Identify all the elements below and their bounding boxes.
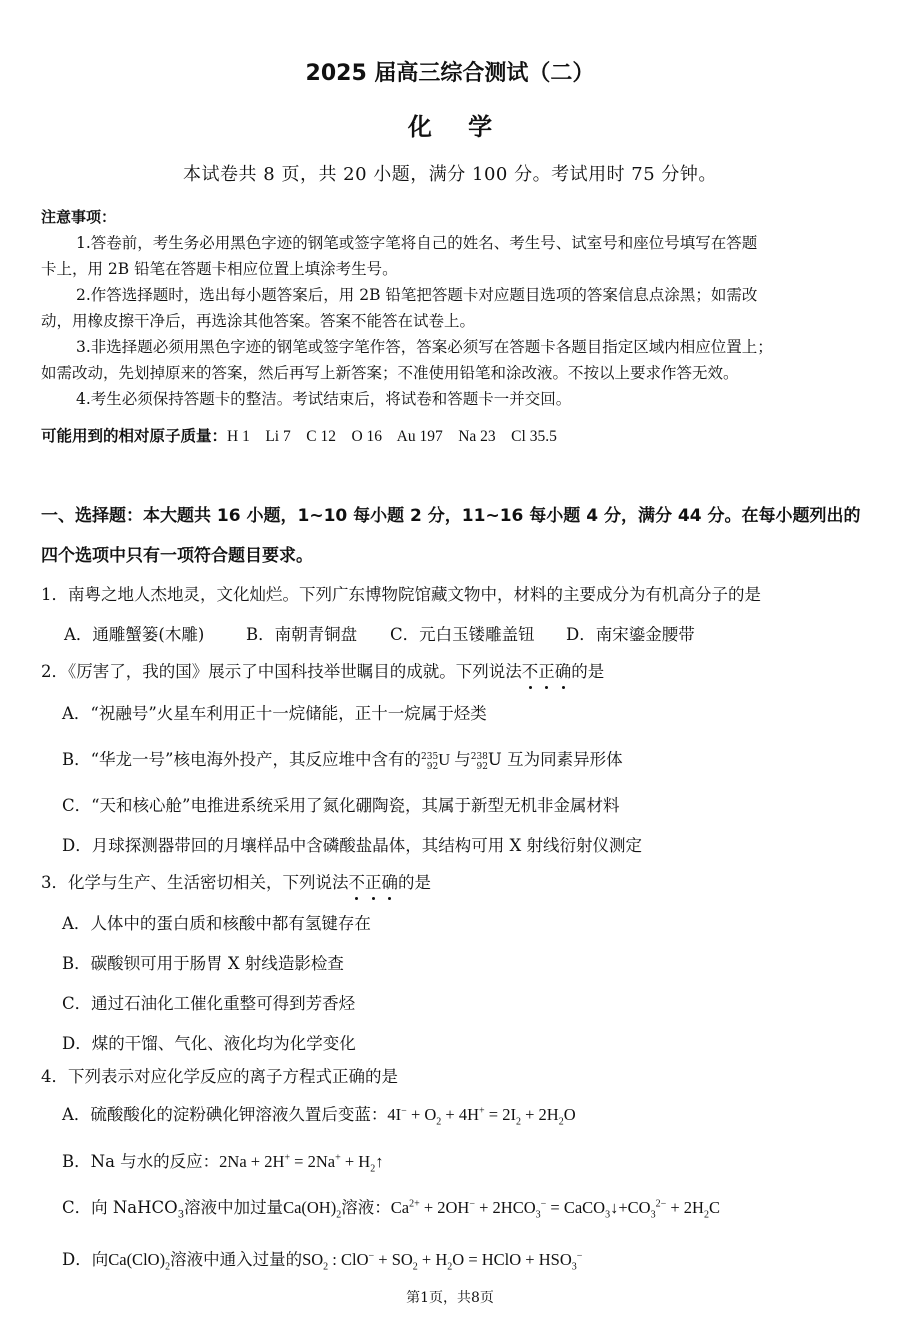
question-1-stem: 1．南粤之地人杰地灵，文化灿烂。下列广东博物院馆藏文物中，材料的主要成分为有机高分子的是 [41,585,761,604]
question-3-option-d: D．煤的干馏、气化、液化均为化学变化 [62,1034,356,1053]
question-1-option-c: C．元白玉镂雕盖钮 [390,625,535,644]
option-c-text-end: 溶液： [341,1198,391,1217]
equation-c: $Ca^{2+} + 2OH^- + 2HCO_3^-$ = $CaCO_3↓+CO_3^{2-} + 2H_2C$ [390,1198,720,1221]
notice-line-5: 3.非选择题必须用黑色字迹的钢笔或签字笔作答，答案必须写在答题卡各题目指定区域内相应位置上； [76,338,773,356]
question-2-stem-end: 的是 [571,662,605,681]
option-a-text: A．硫酸酸化的淀粉碘化钾溶液久置后变蓝： [62,1105,388,1124]
question-4-stem: 4．下列表示对应化学反应的离子方程式正确的是 [41,1067,398,1086]
option-c-text: C．向 NaHCO [62,1198,178,1217]
emphasis-char: 正 [538,658,555,682]
question-2-option-a: A．“祝融号”火星车利用正十一烷储能，正十一烷属于烃类 [62,704,487,723]
section-1-line-2: 四个选项中只有一项符合题目要求。 [41,546,313,566]
reagent-caclo2: $Ca(ClO)_2$ [108,1250,171,1273]
option-b-text: B．Na 与水的反应： [62,1152,220,1171]
question-2-stem-text: 2．《厉害了，我的国》展示了中国科技举世瞩目的成就。下列说法 [41,662,522,681]
section-1-line-1: 一、选择题：本大题共 16 小题，1~10 每小题 2 分，11~16 每小题 4 分，满分 44 分。在每小题列出的 [41,506,861,526]
equation-d: $SO_2$ : $ClO^- + SO_2 + H_2O$ = HClO + $HSO_3^-$ [302,1250,583,1273]
question-1-option-d: D．南宋鎏金腰带 [566,625,695,644]
question-3-option-a: A．人体中的蛋白质和核酸中都有氢键存在 [62,914,371,933]
notice-line-1: 1.答卷前，考生务必用黑色字迹的钢笔或签字笔将自己的姓名、考生号、试室号和座位号填写在答题 [76,234,758,252]
question-3-option-c: C．通过石油化工催化重整可得到芳香烃 [62,994,356,1013]
question-1-option-a: A．通雕蟹篓(木雕) [64,625,205,644]
notice-line-7: 4.考生必须保持答题卡的整洁。考试结束后，将试卷和答题卡一并交回。 [76,390,572,408]
question-1-option-b: B．南朝青铜盘 [246,625,358,644]
emphasis-char: 确 [382,869,399,893]
option-b-text: B．“华龙一号”核电海外投产，其反应堆中含有的 [62,750,421,769]
notice-heading: 注意事项： [41,208,117,226]
emphasis-char: 不 [522,658,539,682]
question-4-option-a [62,1101,576,1127]
option-d-text-mid: 溶液中通入过量的 [170,1250,303,1269]
mass-number: 238 [470,752,488,762]
emphasis-char: 不 [349,869,366,893]
question-2-option-c: C．“天和核心舱”电推进系统采用了氮化硼陶瓷，其属于新型无机非金属材料 [62,796,620,815]
subject-title: 化 学 [407,113,507,141]
notice-line-3: 2.作答选择题时，选出每小题答案后，用 2B 铅笔把答题卡对应题目选项的答案信息点涂黑；如需改 [76,286,758,304]
question-3-stem-end: 的是 [398,873,431,892]
notice-line-6: 如需改动，先划掉原来的答案，然后再写上新答案；不准使用铅笔和涂改液。不按以上要求作答无效。 [41,364,739,382]
notice-line-4: 动，用橡皮擦干净后，再选涂其他答案。答案不能答在试卷上。 [41,312,476,330]
exam-info: 本试卷共 8 页，共 20 小题，满分 100 分。考试用时 75 分钟。 [183,164,717,185]
page-footer: 第1页，共8页 [406,1290,494,1306]
atomic-number: 92 [426,762,439,772]
option-b-tail: U 互为同素异形体 [487,750,623,769]
emphasis-char: 正 [365,869,382,893]
emphasis-char: 确 [555,658,572,682]
atomic-mass-label: 可能用到的相对原子质量： [41,427,228,445]
question-2-option-d: D．月球探测器带回的月壤样品中含磷酸盐晶体，其结构可用 X 射线衍射仪测定 [62,836,642,855]
question-4-option-d [62,1246,582,1272]
atomic-mass-values: H 1 Li 7 C 12 O 16 Au 197 Na 23 Cl 35.5 [227,428,557,445]
question-3-stem [41,869,431,893]
notice-line-2: 卡上，用 2B 铅笔在答题卡相应位置上填涂考生号。 [41,260,398,278]
question-2-option-b [62,746,623,772]
option-d-text: D．向 [62,1250,109,1269]
atomic-number: 92 [476,762,488,772]
atomic-mass-line [41,424,557,446]
reagent-caoh2: $Ca(OH)_2$ [283,1198,342,1221]
option-c-text-mid: 溶液中加过量 [184,1198,284,1217]
equation-b: $2Na + 2H^+ = 2Na^+ + H_2↑$ [219,1152,384,1175]
question-2-stem [41,658,604,682]
isotope-notation-2 [471,752,488,772]
mass-number: 235 [421,752,439,762]
uranium-symbol: U 与 [438,750,471,769]
equation-a: $4I^- + O_2 + 4H^+ = 2I_2 + 2H_2O$ [387,1105,576,1128]
isotope-notation-1 [421,752,438,772]
exam-title: 2025 届高三综合测试（二） [305,61,595,86]
question-3-stem-text: 3．化学与生产、生活密切相关，下列说法 [41,873,349,892]
question-3-option-b: B．碳酸钡可用于肠胃 X 射线造影检查 [62,954,344,973]
subscript: 3 [177,1209,185,1221]
question-4-option-b [62,1148,383,1174]
question-4-option-c [62,1194,720,1220]
